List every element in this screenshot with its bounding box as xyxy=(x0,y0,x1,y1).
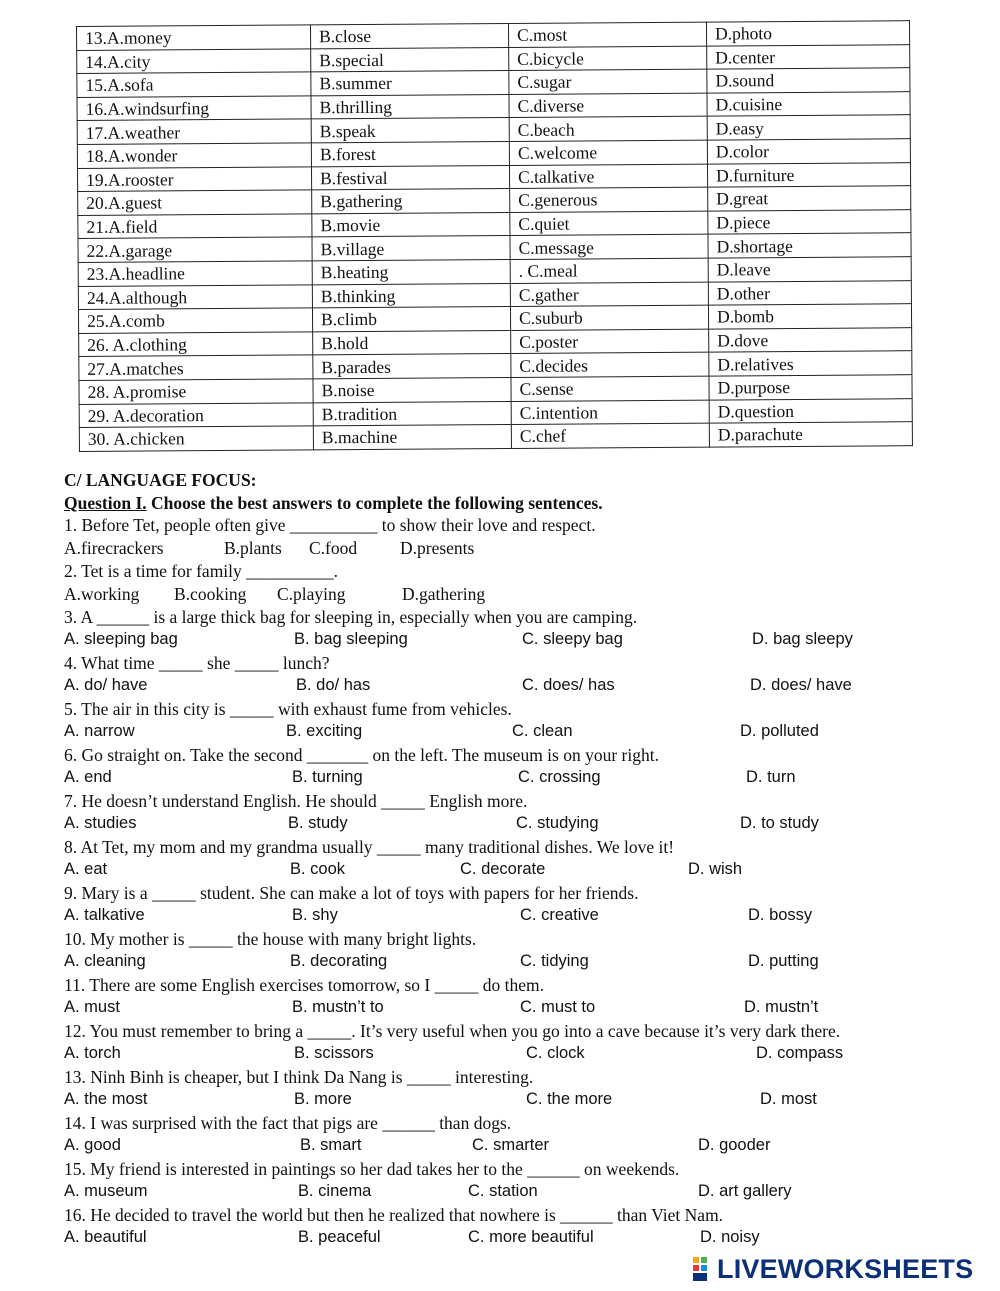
question-item xyxy=(64,1021,964,1067)
table-cell: C.gather xyxy=(510,282,708,307)
answer-option[interactable]: C. must to xyxy=(520,998,596,1016)
table-cell: C.talkative xyxy=(509,164,707,189)
answer-options xyxy=(64,1136,964,1159)
table-cell: 17.A.weather xyxy=(77,119,311,144)
question-text: 5. The air in this city is _____ with exhaust fume from vehicles. xyxy=(64,699,512,719)
answer-option[interactable]: D. mustn’t xyxy=(744,998,819,1016)
answer-options xyxy=(64,860,964,883)
answer-option[interactable]: A. torch xyxy=(64,1044,121,1062)
pronunciation-table xyxy=(76,20,913,451)
answer-option[interactable]: A. end xyxy=(64,768,112,786)
question-text: 10. My mother is _____ the house with many bright lights. xyxy=(64,929,477,949)
table-cell: 24.A.although xyxy=(78,284,312,309)
table-cell: D.bomb xyxy=(708,304,911,329)
question-item xyxy=(64,561,964,607)
question-text: 9. Mary is a _____ student. She can make a lot of toys with papers for her friends. xyxy=(64,883,639,903)
answer-option[interactable]: D. polluted xyxy=(740,722,819,740)
answer-option[interactable]: C. decorate xyxy=(460,860,546,878)
table-cell: B.heating xyxy=(312,259,510,284)
answer-option[interactable]: D. wish xyxy=(688,860,743,878)
question-heading-label: Question I. xyxy=(64,493,147,513)
answer-option[interactable]: C. creative xyxy=(520,906,599,924)
question-item xyxy=(64,929,964,975)
answer-option[interactable]: C. station xyxy=(468,1182,538,1200)
answer-option[interactable]: D. bossy xyxy=(748,906,813,924)
table-cell: 13.A.money xyxy=(77,25,311,50)
question-text: 12. You must remember to bring a _____. It’s very useful when you go into a cave because it’s very dark there. xyxy=(64,1021,841,1041)
answer-option[interactable]: C. the more xyxy=(526,1090,613,1108)
table-cell: D.shortage xyxy=(708,233,911,258)
answer-option[interactable]: B. decorating xyxy=(290,952,388,970)
answer-option[interactable]: A.working xyxy=(64,584,140,604)
table-cell: C.most xyxy=(508,22,706,47)
question-text: 15. My friend is interested in paintings so her dad takes her to the ______ on weekends. xyxy=(64,1159,680,1179)
question-item xyxy=(64,791,964,837)
table-cell: B.movie xyxy=(312,212,510,237)
question-text: 8. At Tet, my mom and my grandma usually _____ many traditional dishes. We love it! xyxy=(64,837,675,857)
table-cell: 22.A.garage xyxy=(78,237,312,262)
table-cell: C.bicycle xyxy=(509,46,707,71)
table-cell: 14.A.city xyxy=(77,48,311,73)
answer-option[interactable]: D. bag sleepy xyxy=(752,630,853,648)
answer-option[interactable]: D.gathering xyxy=(402,584,486,604)
question-text: 11. There are some English exercises tomorrow, so I _____ do them. xyxy=(64,975,545,995)
question-text: 3. A ______ is a large thick bag for sleeping in, especially when you are camping. xyxy=(64,607,638,627)
table-cell: 29. A.decoration xyxy=(79,402,313,427)
answer-option[interactable]: A. studies xyxy=(64,814,137,832)
question-item xyxy=(64,745,964,791)
answer-option[interactable]: B. bag sleeping xyxy=(294,630,408,648)
table-cell: D.center xyxy=(707,44,910,69)
answer-option[interactable]: D. putting xyxy=(748,952,819,970)
question-text: 1. Before Tet, people often give __________ to show their love and respect. xyxy=(64,515,596,535)
table-cell: C.poster xyxy=(511,329,709,354)
table-cell: D.other xyxy=(708,280,911,305)
question-item xyxy=(64,1113,964,1159)
answer-option[interactable]: A. talkative xyxy=(64,906,145,924)
table-cell: 28. A.promise xyxy=(79,379,313,404)
table-cell: C.beach xyxy=(509,116,707,141)
answer-option[interactable]: D.presents xyxy=(400,538,475,558)
answer-option[interactable]: A. must xyxy=(64,998,120,1016)
answer-option[interactable]: A.firecrackers xyxy=(64,538,164,558)
answer-option[interactable]: D. turn xyxy=(746,768,796,786)
table-cell: 19.A.rooster xyxy=(77,166,311,191)
table-cell: C.chef xyxy=(511,423,709,448)
table-cell: D.color xyxy=(707,139,910,164)
answer-options xyxy=(64,952,964,975)
answer-option[interactable]: D. noisy xyxy=(700,1228,760,1246)
table-cell: D.question xyxy=(709,398,912,423)
answer-option[interactable]: B. peaceful xyxy=(298,1228,381,1246)
answer-option[interactable]: B. smart xyxy=(300,1136,362,1154)
answer-option[interactable]: C. studying xyxy=(516,814,599,832)
table-cell: D.leave xyxy=(708,257,911,282)
question-text: 7. He doesn’t understand English. He should _____ English more. xyxy=(64,791,528,811)
table-cell: C.suburb xyxy=(510,305,708,330)
question-item xyxy=(64,1159,964,1205)
table-cell: B.noise xyxy=(313,377,511,402)
table-cell: C.diverse xyxy=(509,93,707,118)
table-cell: 21.A.field xyxy=(78,214,312,239)
table-cell: B.climb xyxy=(312,307,510,332)
answer-options xyxy=(64,1228,964,1251)
answer-option[interactable]: B. more xyxy=(294,1090,352,1108)
logo-text: LIVEWORKSHEETS xyxy=(717,1254,974,1284)
answer-option[interactable]: B.plants xyxy=(224,538,282,558)
table-cell: 27.A.matches xyxy=(79,355,313,380)
answer-options xyxy=(64,1044,964,1067)
table-cell: 26. A.clothing xyxy=(79,332,313,357)
table-cell: D.parachute xyxy=(709,422,912,447)
table-cell: D.relatives xyxy=(709,351,912,376)
table-cell: C.quiet xyxy=(510,211,708,236)
answer-options xyxy=(64,676,964,699)
question-item xyxy=(64,653,964,699)
answer-option[interactable]: B.cooking xyxy=(174,584,247,604)
answer-options xyxy=(64,768,964,791)
table-cell: C.message xyxy=(510,234,708,259)
answer-option[interactable]: B. shy xyxy=(292,906,338,924)
table-cell: C.generous xyxy=(510,187,708,212)
question-text: 2. Tet is a time for family __________. xyxy=(64,561,339,581)
table-cell: B.village xyxy=(312,236,510,261)
question-item xyxy=(64,883,964,929)
answer-option[interactable]: B. turning xyxy=(292,768,363,786)
table-cell: 20.A.guest xyxy=(78,190,312,215)
question-item xyxy=(64,699,964,745)
table-cell: B.hold xyxy=(313,330,511,355)
answer-option[interactable]: C. crossing xyxy=(518,768,601,786)
table-cell: C.decides xyxy=(511,352,709,377)
table-row xyxy=(79,422,912,451)
table-cell: D.sound xyxy=(707,68,910,93)
table-cell: D.furniture xyxy=(707,162,910,187)
table-cell: D.purpose xyxy=(709,375,912,400)
answer-option[interactable]: C.food xyxy=(309,538,358,558)
answer-option[interactable]: C. smarter xyxy=(472,1136,550,1154)
table-cell: B.summer xyxy=(311,71,509,96)
table-cell: 16.A.windsurfing xyxy=(77,96,311,121)
table-cell: C.sugar xyxy=(509,69,707,94)
table-cell: D.great xyxy=(708,186,911,211)
question-item xyxy=(64,607,964,653)
answer-option[interactable]: C. sleepy bag xyxy=(522,630,623,648)
answer-option[interactable]: D. does/ have xyxy=(750,676,852,694)
answer-option[interactable]: A. eat xyxy=(64,860,108,878)
table-cell: D.dove xyxy=(709,327,912,352)
liveworksheets-logo-icon xyxy=(693,1257,715,1281)
question-item xyxy=(64,1067,964,1113)
answer-options xyxy=(64,1090,964,1113)
table-cell: 30. A.chicken xyxy=(79,426,313,451)
question-text: 16. He decided to travel the world but then he realized that nowhere is ______ than Viet Nam. xyxy=(64,1205,724,1225)
answer-option[interactable]: A. museum xyxy=(64,1182,148,1200)
answer-option[interactable]: A. cleaning xyxy=(64,952,146,970)
answer-option[interactable]: A. narrow xyxy=(64,722,135,740)
question-text: 14. I was surprised with the fact that pigs are ______ than dogs. xyxy=(64,1113,512,1133)
table-cell: B.parades xyxy=(313,354,511,379)
answer-option[interactable]: B. cook xyxy=(290,860,346,878)
table-cell: D.easy xyxy=(707,115,910,140)
answer-option[interactable]: D. compass xyxy=(756,1044,844,1062)
question-item xyxy=(64,837,964,883)
answer-options xyxy=(64,814,964,837)
answer-option[interactable]: A. do/ have xyxy=(64,676,148,694)
answer-options xyxy=(64,538,964,561)
answer-options xyxy=(64,630,964,653)
answer-option[interactable]: C. clean xyxy=(512,722,573,740)
table-cell: B.tradition xyxy=(313,401,511,426)
question-text: 13. Ninh Binh is cheaper, but I think Da Nang is _____ interesting. xyxy=(64,1067,534,1087)
answer-option[interactable]: B. study xyxy=(288,814,348,832)
answer-option[interactable]: D. gooder xyxy=(698,1136,771,1154)
answer-option[interactable]: C.playing xyxy=(277,584,346,604)
table-cell: B.thrilling xyxy=(311,94,509,119)
question-heading xyxy=(64,493,603,514)
table-cell: B.speak xyxy=(311,118,509,143)
answer-options xyxy=(64,722,964,745)
answer-options xyxy=(64,584,964,607)
table-cell: B.machine xyxy=(313,425,511,450)
answer-option[interactable]: D. art gallery xyxy=(698,1182,792,1200)
answer-option[interactable]: B. do/ has xyxy=(296,676,371,694)
answer-options xyxy=(64,998,964,1021)
question-text: 4. What time _____ she _____ lunch? xyxy=(64,653,330,673)
answer-option[interactable]: A. sleeping bag xyxy=(64,630,178,648)
table-cell: B.close xyxy=(310,23,508,48)
answer-option[interactable]: B. scissors xyxy=(294,1044,374,1062)
table-cell: 15.A.sofa xyxy=(77,72,311,97)
answer-option[interactable]: C. clock xyxy=(526,1044,585,1062)
table-cell: C.sense xyxy=(511,376,709,401)
answer-option[interactable]: C. tidying xyxy=(520,952,589,970)
table-cell: 18.A.wonder xyxy=(77,143,311,168)
answer-options xyxy=(64,906,964,929)
answer-option[interactable]: A. the most xyxy=(64,1090,148,1108)
answer-option[interactable]: D. most xyxy=(760,1090,817,1108)
table-cell: D.piece xyxy=(708,209,911,234)
table-cell: C.intention xyxy=(511,400,709,425)
question-text: 6. Go straight on. Take the second _______ on the left. The museum is on your right. xyxy=(64,745,659,765)
question-item xyxy=(64,975,964,1021)
answer-option[interactable]: D. to study xyxy=(740,814,819,832)
table-cell: . C.meal xyxy=(510,258,708,283)
answer-option[interactable]: B. exciting xyxy=(286,722,363,740)
table-cell: C.welcome xyxy=(509,140,707,165)
answer-option[interactable]: B. cinema xyxy=(298,1182,372,1200)
answer-options xyxy=(64,1182,964,1205)
table-cell: B.festival xyxy=(311,165,509,190)
question-item xyxy=(64,515,964,561)
answer-option[interactable]: C. more beautiful xyxy=(468,1228,594,1246)
question-item xyxy=(64,1205,964,1251)
answer-option[interactable]: B. mustn’t to xyxy=(292,998,384,1016)
question-heading-text: Choose the best answers to complete the following sentences. xyxy=(146,493,603,513)
table-cell: D.photo xyxy=(706,21,909,46)
answer-option[interactable]: A. good xyxy=(64,1136,121,1154)
answer-option[interactable]: A. beautiful xyxy=(64,1228,147,1246)
table-cell: B.special xyxy=(311,47,509,72)
table-cell: 25.A.comb xyxy=(78,308,312,333)
table-cell: D.cuisine xyxy=(707,91,910,116)
table-cell: B.gathering xyxy=(312,189,510,214)
liveworksheets-logo xyxy=(693,1254,993,1284)
table-cell: 23.A.headline xyxy=(78,261,312,286)
table-cell: B.forest xyxy=(311,141,509,166)
section-title: C/ LANGUAGE FOCUS: xyxy=(64,470,257,490)
question-list xyxy=(64,515,964,1251)
answer-option[interactable]: C. does/ has xyxy=(522,676,615,694)
table-cell: B.thinking xyxy=(312,283,510,308)
